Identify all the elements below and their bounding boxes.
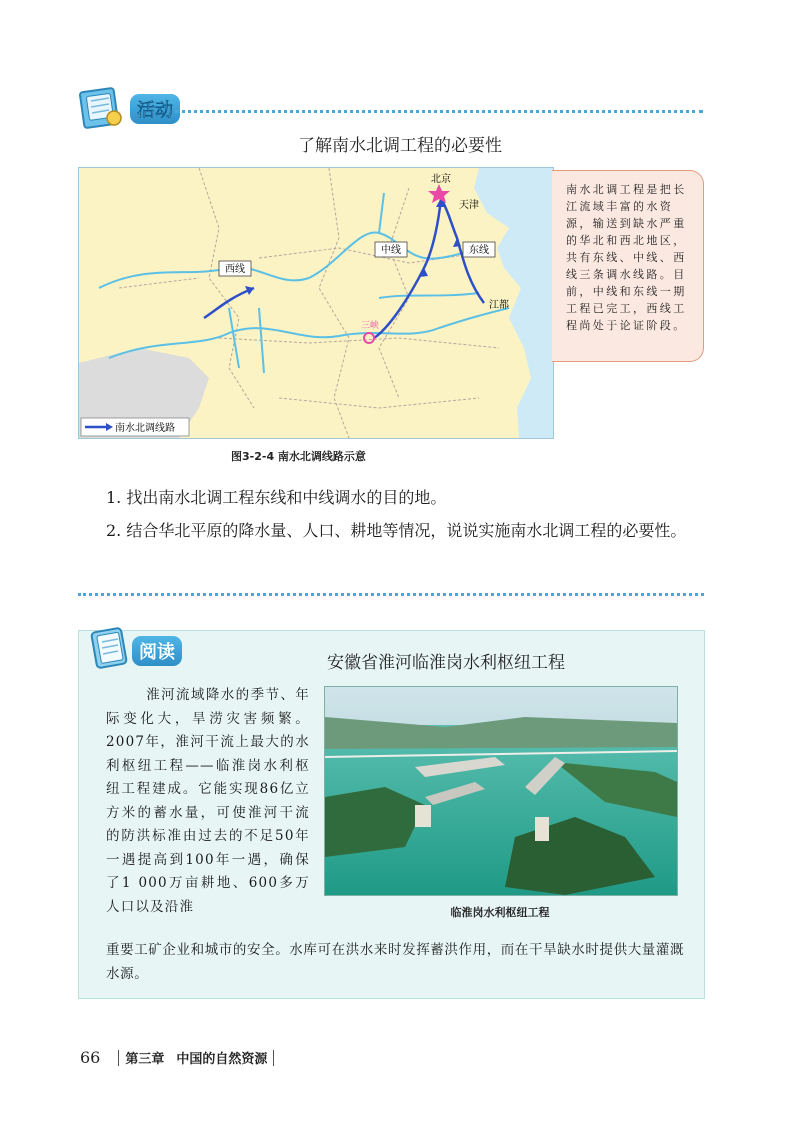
reading-text-tail: 重要工矿企业和城市的安全。水库可在洪水来时发挥蓄洪作用，而在干旱缺水时提供大量灌溉水源。 bbox=[106, 942, 685, 982]
chapter-name: 中国的自然资源 bbox=[176, 1052, 268, 1067]
reading-title: 安徽省淮河临淮岗水利枢纽工程 bbox=[327, 653, 565, 673]
east-route-label: 东线 bbox=[469, 245, 489, 256]
section-divider bbox=[78, 593, 704, 596]
middle-route-label: 中线 bbox=[381, 245, 401, 256]
map-caption: 图3-2-4 南水北调线路示意 bbox=[231, 450, 366, 463]
photo-caption: 临淮岗水利枢纽工程 bbox=[450, 906, 550, 919]
beijing-label: 北京 bbox=[431, 174, 451, 185]
footer-divider bbox=[273, 1050, 274, 1066]
tianjin-label: 天津 bbox=[459, 200, 479, 211]
activity-notebook-icon bbox=[76, 86, 126, 130]
chapter-label: 第三章 bbox=[125, 1052, 165, 1067]
reading-book-icon bbox=[86, 624, 134, 672]
activity-title: 了解南水北调工程的必要性 bbox=[298, 136, 502, 156]
footer-divider bbox=[118, 1050, 119, 1066]
activity-label: 活动 bbox=[130, 94, 180, 124]
sanxia-label: 三峡 bbox=[361, 321, 380, 331]
south-north-water-map bbox=[78, 167, 554, 439]
page-footer bbox=[80, 1048, 280, 1067]
side-note: 南水北调工程是把长江流域丰富的水资源，输送到缺水严重的华北和西北地区，共有东线、中线、西线三条调水线路。目前，中线和东线一期工程已完工，西线工程尚处于论证阶段。 bbox=[552, 170, 704, 362]
question-1: 1. 找出南水北调工程东线和中线调水的目的地。 bbox=[106, 488, 447, 507]
reading-text bbox=[106, 684, 310, 919]
section-divider bbox=[175, 110, 703, 113]
page-number: 66 bbox=[80, 1048, 101, 1067]
dam-photo bbox=[324, 686, 678, 896]
west-route-label: 西线 bbox=[225, 264, 245, 275]
reading-label: 阅读 bbox=[132, 636, 182, 666]
jiangdu-label: 江都 bbox=[489, 300, 509, 311]
map-legend: 南水北调线路 bbox=[115, 423, 175, 434]
question-2: 2. 结合华北平原的降水量、人口、耕地等情况，说说实施南水北调工程的必要性。 bbox=[106, 521, 687, 540]
reading-text-side: 淮河流域降水的季节、年际变化大，旱涝灾害频繁。2007年，淮河干流上最大的水利枢纽工程——临淮岗水利枢纽工程建成。它能实现86亿立方米的蓄水量，可使淮河干流的防洪标准由过去的不足50年一遇提高到100年一遇，确保了1 000万亩耕地、600多万人口以及沿淮 bbox=[106, 687, 310, 915]
